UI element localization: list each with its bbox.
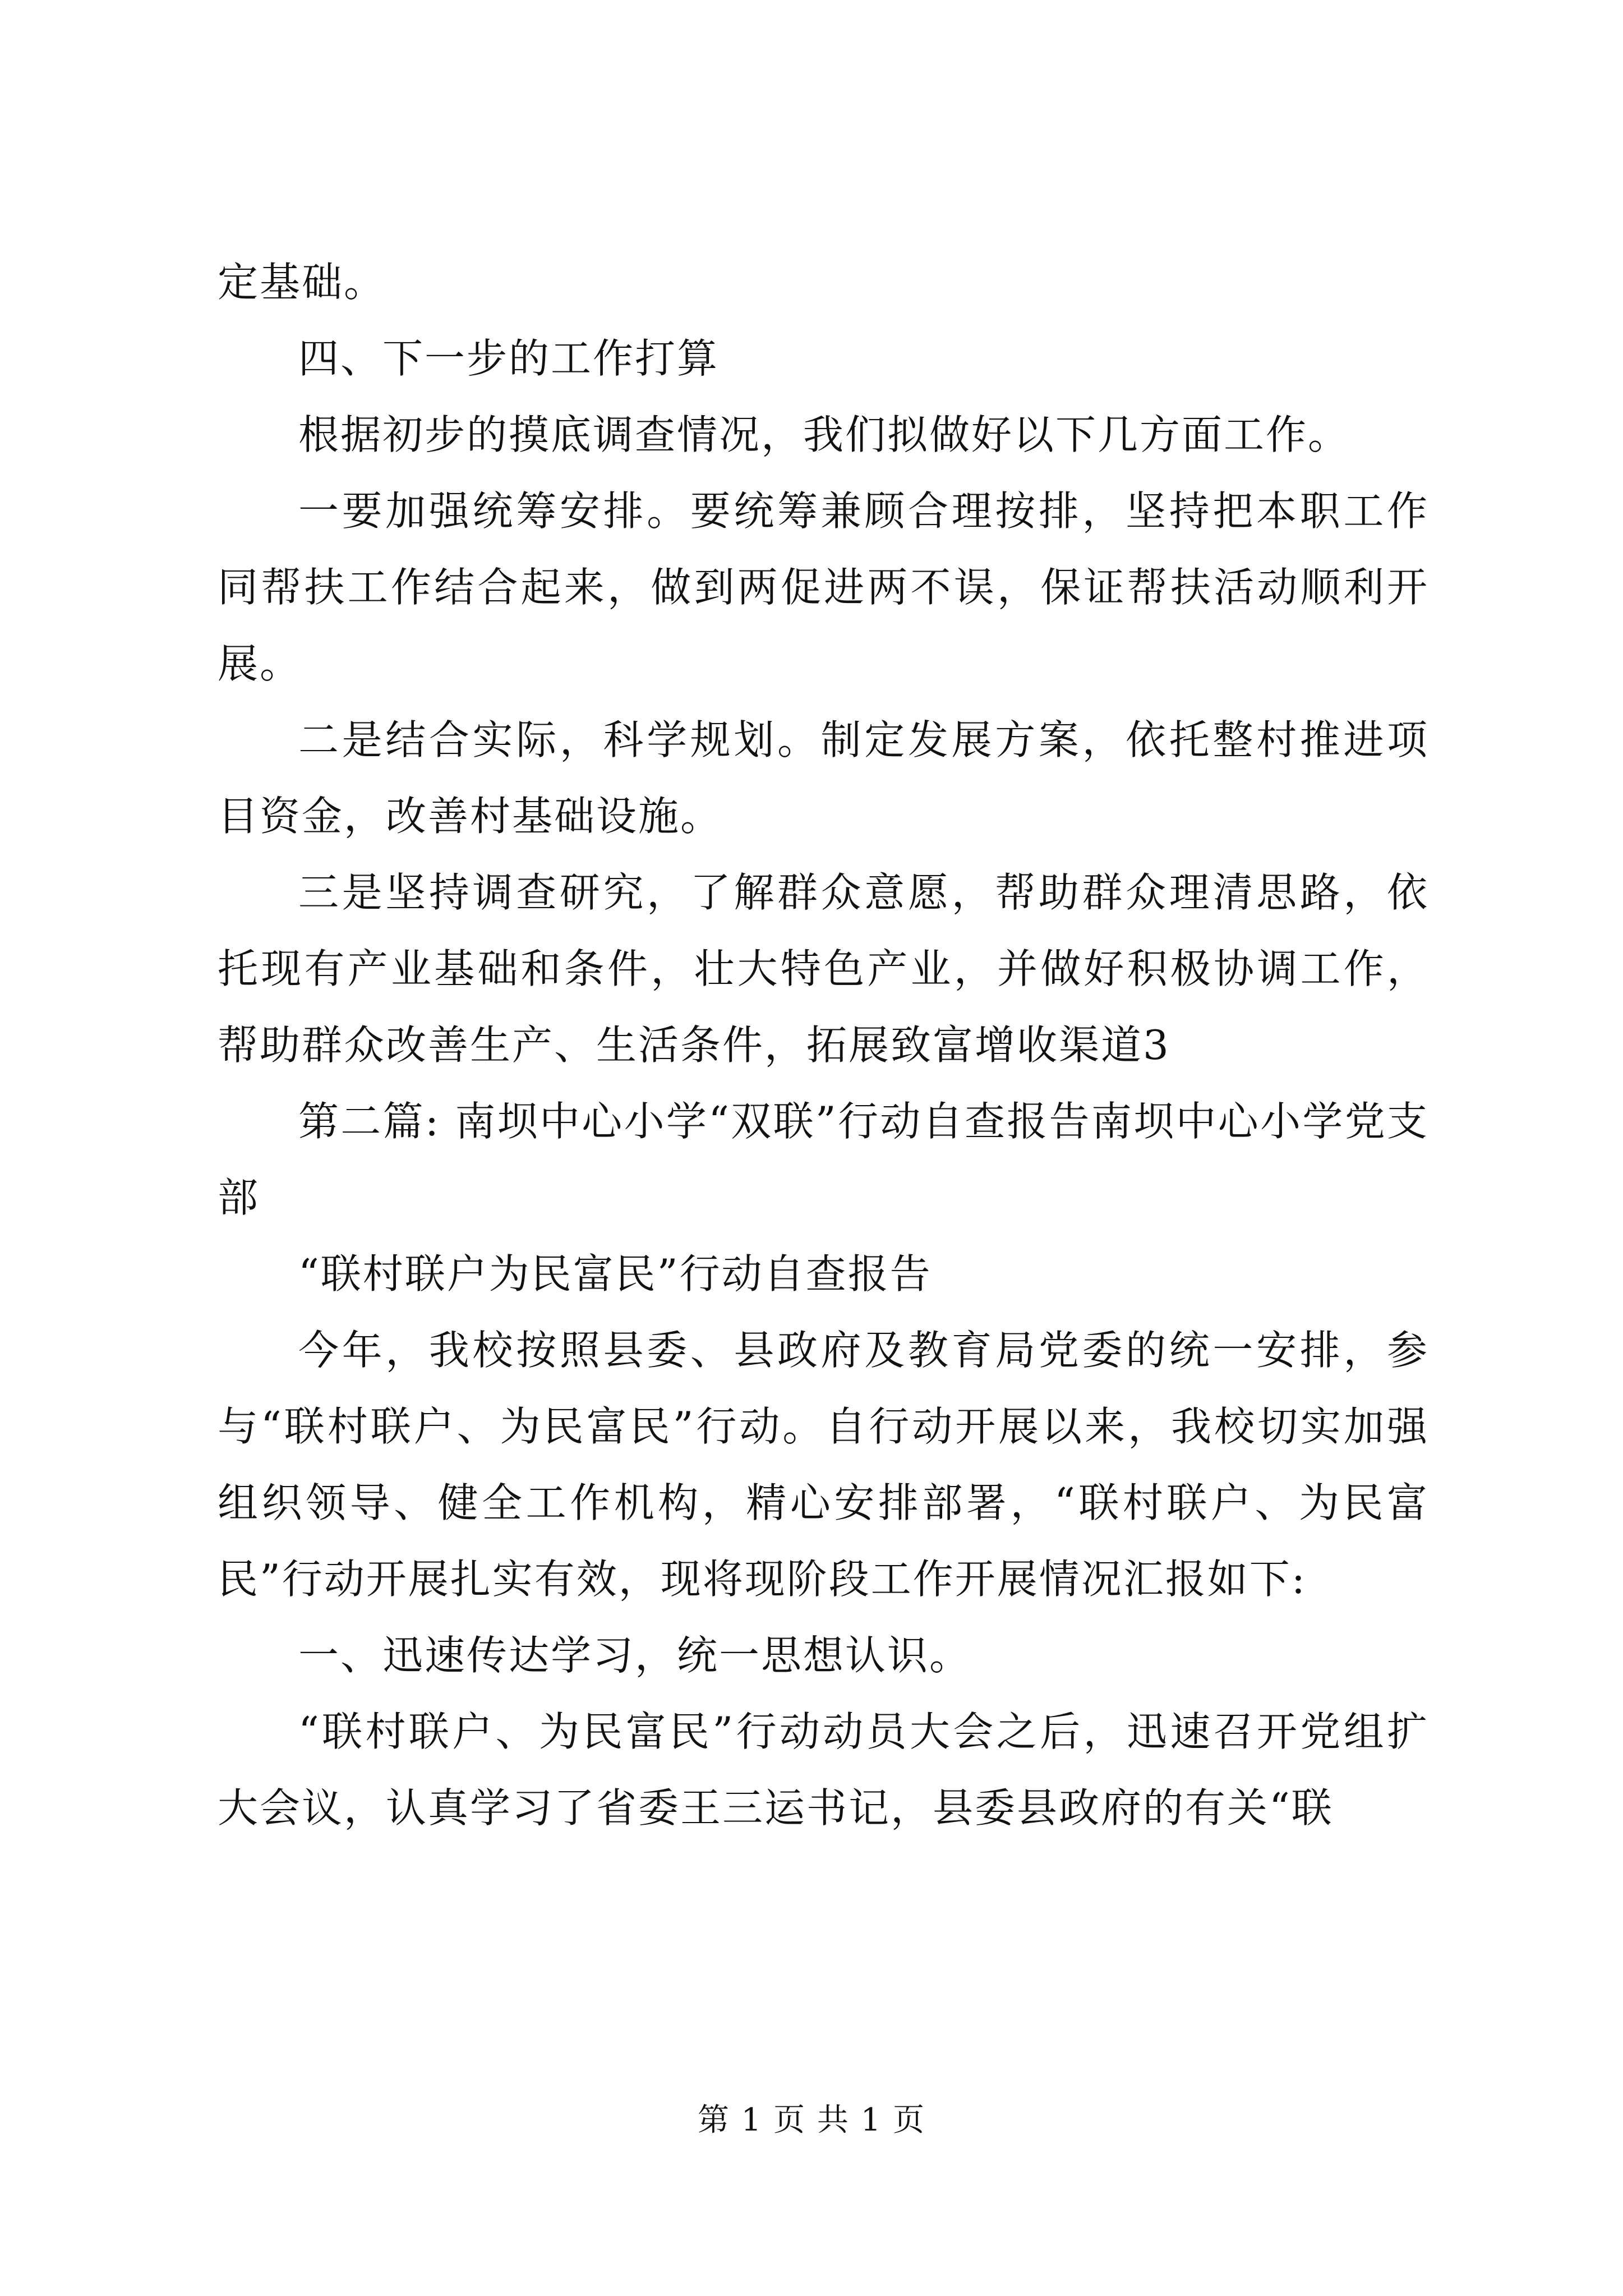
paragraph-9: 今年，我校按照县委、县政府及教育局党委的统一安排，参与“联村联户、为民富民”行动。自行动开展以来，我校切实加强组织领导、健全工作机构，精心安排部署，“联村联户、为民富民”行动开展扎实有效，现将现阶段工作开展情况汇报如下: [218,1327,1429,1603]
document-body [218,244,1429,1846]
paragraph-1: 定基础。 [218,259,386,306]
paragraph-11: “联村联户、为民富民”行动动员大会之后，迅速召开党组扩大会议，认真学习了省委王三运书记，县委县政府的有关“联 [218,1708,1429,1832]
paragraph-10: 一、迅速传达学习，统一思想认识。 [298,1632,972,1679]
paragraph-5: 二是结合实际，科学规划。制定发展方案，依托整村推进项目资金，改善村基础设施。 [218,716,1429,840]
paragraph-2: 四、下一步的工作打算 [298,335,720,382]
page-number-label: 第 1 页 共 1 页 [697,2102,926,2138]
paragraph-6: 三是坚持调查研究，了解群众意愿，帮助群众理清思路，依托现有产业基础和条件，壮大特色产业，并做好积极协调工作，帮助群众改善生产、生活条件，拓展致富增收渠道3 [218,869,1429,1069]
page-footer [0,2098,1623,2143]
paragraph-8: “联村联户为民富民”行动自查报告 [298,1250,932,1297]
paragraph-3: 根据初步的摸底调查情况，我们拟做好以下几方面工作。 [298,411,1350,458]
paragraph-4: 一要加强统筹安排。要统筹兼顾合理按排，坚持把本职工作同帮扶工作结合起来，做到两促进两不误，保证帮扶活动顺利开展。 [218,487,1429,687]
paragraph-7: 第二篇: 南坝中心小学“双联”行动自查报告南坝中心小学党支部 [218,1098,1429,1221]
